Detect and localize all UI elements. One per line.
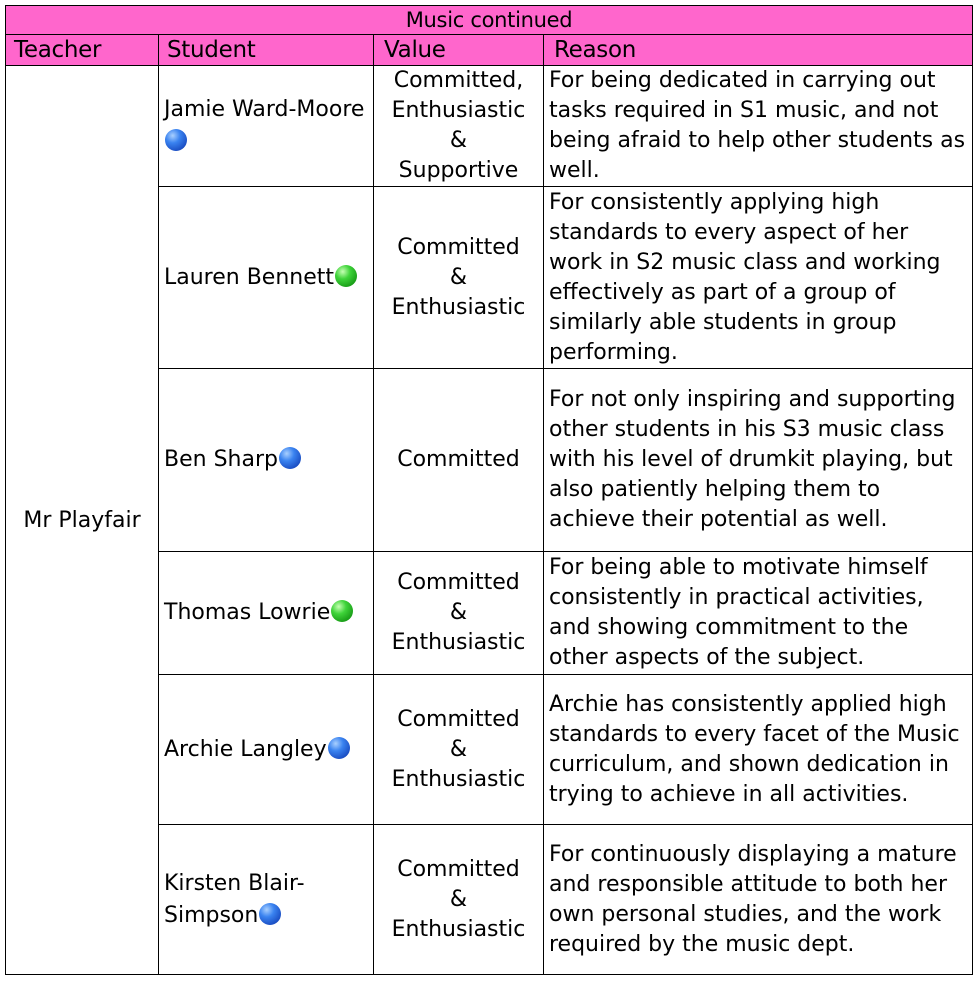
value-line: Supportive: [398, 158, 519, 183]
value-line: Enthusiastic: [391, 766, 526, 792]
value-line: &: [449, 736, 468, 762]
student-name: Archie Langley: [164, 736, 327, 762]
value-line: Enthusiastic: [391, 294, 526, 320]
reason-cell: For consistently applying high standards to every aspect of her work in S2 music class and working effectively as part of a group of similarly able students in group performing.: [544, 187, 973, 369]
value-line: &: [449, 264, 468, 290]
reason-cell: For being able to motivate himself consistently in practical activities, and showing commitment to the other aspects of the subject.: [544, 552, 973, 675]
value-cell: [374, 187, 544, 369]
title-row: [6, 6, 973, 35]
table-row: [6, 66, 973, 187]
teacher-name: Mr Playfair: [6, 66, 159, 975]
value-line: Committed: [397, 447, 520, 472]
value-cell: [374, 825, 544, 975]
student-name: Kirsten Blair-Simpson: [164, 870, 305, 928]
value-line: Committed: [397, 234, 520, 260]
header-row: [6, 35, 973, 66]
value-line: Enthusiastic: [391, 630, 526, 655]
table-title: Music continued: [6, 6, 973, 35]
value-line: Committed: [397, 570, 520, 595]
blue-circle-icon: [279, 447, 301, 469]
green-circle-icon: [335, 265, 357, 287]
value-line: Committed: [397, 856, 520, 882]
awards-table: [5, 5, 973, 975]
reason-cell: For continuously displaying a mature and responsible attitude to both her own personal studies, and the work required by the music dept.: [544, 825, 973, 975]
value-line: &: [449, 600, 468, 625]
header-teacher: Teacher: [6, 35, 159, 66]
header-student: Student: [159, 35, 374, 66]
header-value: Value: [374, 35, 544, 66]
student-cell: [159, 66, 374, 187]
header-reason: Reason: [544, 35, 973, 66]
student-cell: [159, 552, 374, 675]
student-cell: [159, 369, 374, 552]
value-cell: [374, 675, 544, 825]
blue-circle-icon: [165, 129, 187, 151]
student-name: Ben Sharp: [164, 447, 278, 472]
value-line: Enthusiastic: [391, 916, 526, 942]
student-cell: [159, 675, 374, 825]
value-cell: [374, 552, 544, 675]
student-name: Thomas Lowrie: [164, 600, 331, 625]
reason-cell: For being dedicated in carrying out tasks required in S1 music, and not being afraid to help other students as well.: [544, 66, 973, 187]
value-line: &: [449, 886, 468, 912]
student-name: Lauren Bennett: [164, 264, 335, 290]
blue-circle-icon: [259, 903, 281, 925]
student-cell: [159, 187, 374, 369]
value-cell: [374, 369, 544, 552]
student-cell: [159, 825, 374, 975]
value-line: Committed: [397, 706, 520, 732]
blue-circle-icon: [328, 737, 350, 759]
value-cell: [374, 66, 544, 187]
student-name: Jamie Ward-Moore: [164, 97, 365, 122]
reason-cell: For not only inspiring and supporting other students in his S3 music class with his level of drumkit playing, but also patiently helping them to achieve their potential as well.: [544, 369, 973, 552]
green-circle-icon: [331, 600, 353, 622]
value-line: Enthusiastic: [391, 98, 526, 123]
value-line: &: [449, 128, 468, 153]
reason-cell: Archie has consistently applied high standards to every facet of the Music curriculum, and shown dedication in trying to achieve in all activities.: [544, 675, 973, 825]
value-line: Committed,: [393, 68, 524, 93]
